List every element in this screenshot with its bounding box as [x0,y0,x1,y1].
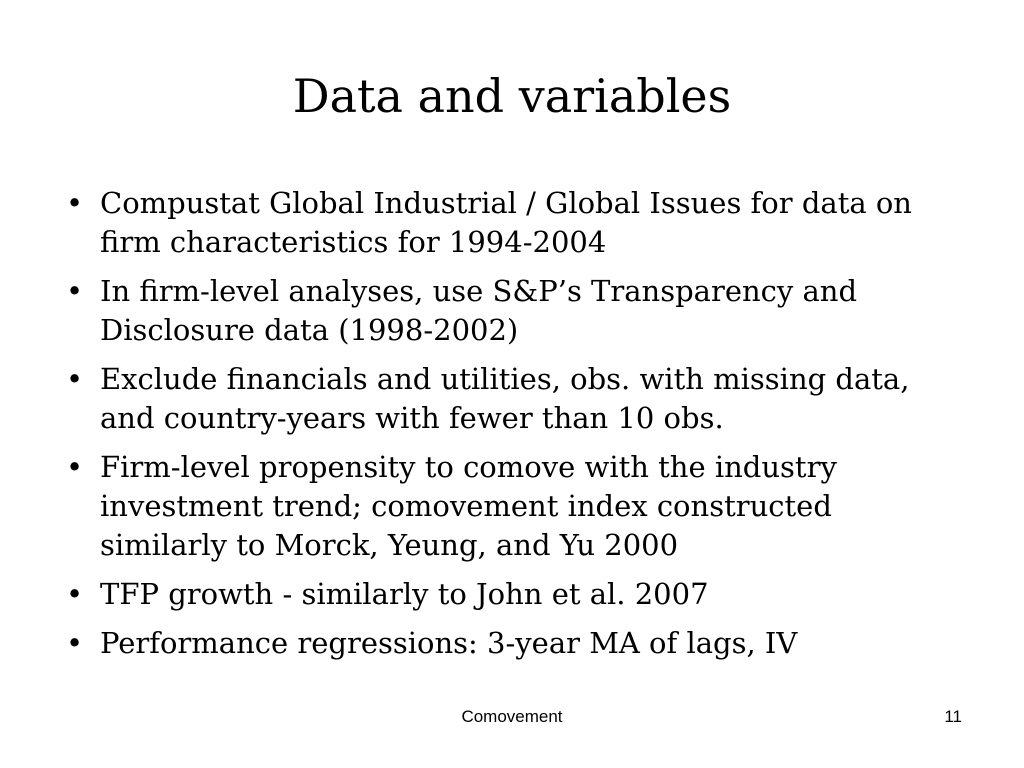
bullet-icon: • [66,577,84,611]
bullet-text: Exclude financials and utilities, obs. with missing data, and country-years with fewer than 10 obs. [100,362,910,435]
bullet-item [66,272,966,350]
slide-title: Data and variables [292,69,732,123]
bullet-text: Firm-level propensity to comove with the industry investment trend; comovement index constructed similarly to Morck, Yeung, and Yu 2000 [100,450,837,562]
bullet-text: Performance regressions: 3-year MA of lags, IV [100,626,798,660]
bullet-item [66,360,966,438]
bullet-icon: • [66,450,84,484]
footer-label: Comovement [461,707,563,726]
bullet-item [66,184,966,262]
bullet-list [66,184,966,673]
bullet-item [66,448,966,565]
bullet-text: Compustat Global Industrial / Global Issues for data on firm characteristics for 1994-2004 [100,186,912,259]
bullet-icon: • [66,186,84,220]
bullet-icon: • [66,362,84,396]
bullet-icon: • [66,274,84,308]
page-number: 11 [944,707,962,726]
bullet-text: In firm-level analyses, use S&P’s Transparency and Disclosure data (1998-2002) [100,274,858,347]
bullet-icon: • [66,626,84,660]
bullet-item [66,575,966,614]
bullet-text: TFP growth - similarly to John et al. 2007 [100,577,709,611]
bullet-item [66,624,966,663]
